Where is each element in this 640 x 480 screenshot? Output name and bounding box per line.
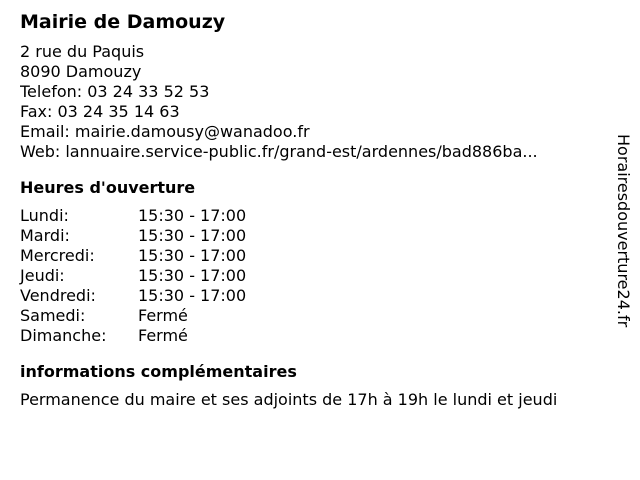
hours-day: Jeudi: — [20, 266, 65, 285]
hours-time: 15:30 - 17:00 — [138, 286, 247, 305]
hours-row-thursday — [20, 266, 610, 286]
hours-row-friday — [20, 286, 610, 306]
hours-day: Vendredi: — [20, 286, 96, 305]
hours-table — [20, 206, 610, 346]
hours-day: Mercredi: — [20, 246, 95, 265]
hours-heading: Heures d'ouverture — [20, 178, 196, 197]
address-block — [20, 42, 610, 162]
side-watermark-label: Horairesdouverture24.fr — [614, 134, 633, 328]
hours-row-monday — [20, 206, 610, 226]
info-text: Permanence du maire et ses adjoints de 17h à 19h le lundi et jeudi — [20, 390, 558, 409]
hours-time: Fermé — [138, 326, 188, 345]
address-web: Web: lannuaire.service-public.fr/grand-est/ardennes/bad886ba... — [20, 142, 538, 161]
hours-row-sunday — [20, 326, 610, 346]
hours-time: 15:30 - 17:00 — [138, 206, 247, 225]
page-title: Mairie de Damouzy — [20, 11, 226, 33]
info-heading: informations complémentaires — [20, 362, 297, 381]
hours-row-tuesday — [20, 226, 610, 246]
address-email: Email: mairie.damousy@wanadoo.fr — [20, 122, 310, 141]
address-phone: Telefon: 03 24 33 52 53 — [20, 82, 210, 101]
hours-time: 15:30 - 17:00 — [138, 266, 247, 285]
hours-time: 15:30 - 17:00 — [138, 226, 247, 245]
address-street: 2 rue du Paquis — [20, 42, 145, 61]
hours-time: Fermé — [138, 306, 188, 325]
address-city: 8090 Damouzy — [20, 62, 142, 81]
hours-day: Mardi: — [20, 226, 70, 245]
hours-row-wednesday — [20, 246, 610, 266]
address-fax: Fax: 03 24 35 14 63 — [20, 102, 180, 121]
hours-time: 15:30 - 17:00 — [138, 246, 247, 265]
hours-day: Samedi: — [20, 306, 86, 325]
hours-row-saturday — [20, 306, 610, 326]
hours-day: Dimanche: — [20, 326, 107, 345]
page-content — [20, 10, 610, 410]
hours-day: Lundi: — [20, 206, 69, 225]
